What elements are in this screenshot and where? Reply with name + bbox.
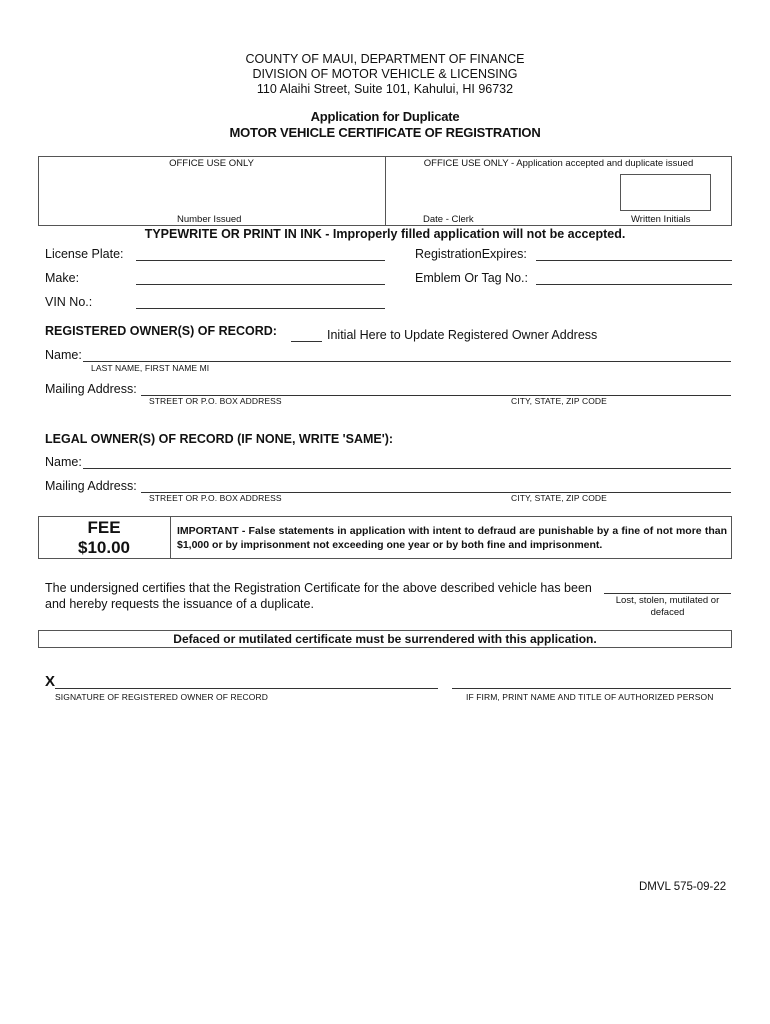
reason-hint-2: defaced	[650, 607, 685, 618]
form-number: DMVL 575-09-22	[639, 881, 727, 893]
license-plate-input[interactable]	[136, 245, 385, 261]
owner-signature-input[interactable]	[55, 673, 438, 689]
registered-city-hint: CITY, STATE, ZIP CODE	[511, 396, 607, 406]
fee-box-divider	[170, 516, 171, 559]
registered-owner-heading: REGISTERED OWNER(S) OF RECORD:	[45, 324, 277, 338]
signature-x-mark: X	[45, 673, 56, 690]
initials-box[interactable]	[620, 174, 711, 211]
legal-name-label: Name:	[45, 455, 82, 469]
registered-name-input[interactable]	[83, 346, 731, 362]
owner-signature-label: SIGNATURE OF REGISTERED OWNER OF RECORD	[55, 692, 268, 702]
division-name: DIVISION OF MOTOR VEHICLE & LICENSING	[252, 67, 518, 81]
registered-name-label: Name:	[45, 348, 82, 362]
make-label: Make:	[45, 271, 80, 285]
registration-expires-label: RegistrationExpires:	[415, 247, 527, 261]
fee-amount: $10.00	[78, 538, 130, 557]
initial-here-input[interactable]	[291, 326, 322, 342]
legal-street-hint: STREET OR P.O. BOX ADDRESS	[149, 493, 282, 503]
office-use-right-label: OFFICE USE ONLY - Application accepted and duplicate issued	[423, 158, 694, 169]
make-input[interactable]	[136, 269, 385, 285]
legal-owner-heading: LEGAL OWNER(S) OF RECORD (IF NONE, WRITE 'SAME'):	[45, 432, 394, 446]
reason-hint-1: Lost, stolen, mutilated or	[615, 595, 720, 606]
vin-input[interactable]	[136, 293, 385, 309]
emblem-input[interactable]	[536, 269, 732, 285]
reason-input[interactable]	[604, 578, 731, 594]
surrender-notice: Defaced or mutilated certificate must be surrendered with this application.	[173, 632, 597, 646]
registered-mailing-input[interactable]	[141, 380, 731, 396]
legal-city-hint: CITY, STATE, ZIP CODE	[511, 493, 607, 503]
form-title-line1: Application for Duplicate	[310, 109, 460, 124]
written-initials-label: Written Initials	[631, 214, 691, 225]
legal-mailing-label: Mailing Address:	[45, 479, 137, 493]
certify-text-line2: and hereby requests the issuance of a duplicate.	[45, 597, 314, 611]
emblem-label: Emblem Or Tag No.:	[415, 271, 529, 285]
certify-text-line1: The undersigned certifies that the Registration Certificate for the above described vehicle has been	[45, 581, 592, 595]
number-issued-label: Number Issued	[177, 214, 242, 225]
registered-name-hint: LAST NAME, FIRST NAME MI	[91, 363, 210, 373]
registration-expires-input[interactable]	[536, 245, 732, 261]
important-notice: IMPORTANT - False statements in application with intent to defraud are punishable by a fine of not more than $1,000 or by imprisonment not exceeding one year or by both fine and imprisonment.	[177, 525, 727, 551]
authorized-person-label: IF FIRM, PRINT NAME AND TITLE OF AUTHORIZED PERSON	[466, 692, 714, 702]
initial-here-label: Initial Here to Update Registered Owner Address	[327, 328, 598, 342]
agency-address: 110 Alaihi Street, Suite 101, Kahului, HI 96732	[256, 82, 514, 96]
ink-instruction: TYPEWRITE OR PRINT IN INK - Improperly filled application will not be accepted.	[144, 227, 626, 241]
date-clerk-label: Date - Clerk	[423, 214, 474, 225]
authorized-person-input[interactable]	[452, 673, 731, 689]
vin-label: VIN No.:	[45, 295, 93, 309]
form-title-line2: MOTOR VEHICLE CERTIFICATE OF REGISTRATION	[229, 125, 541, 140]
agency-name: COUNTY OF MAUI, DEPARTMENT OF FINANCE	[245, 52, 525, 66]
office-use-left-label: OFFICE USE ONLY	[169, 158, 254, 169]
registered-street-hint: STREET OR P.O. BOX ADDRESS	[149, 396, 282, 406]
fee-label: FEE	[87, 518, 121, 537]
registered-mailing-label: Mailing Address:	[45, 382, 137, 396]
legal-mailing-input[interactable]	[141, 477, 731, 493]
legal-name-input[interactable]	[83, 453, 731, 469]
license-plate-label: License Plate:	[45, 247, 124, 261]
